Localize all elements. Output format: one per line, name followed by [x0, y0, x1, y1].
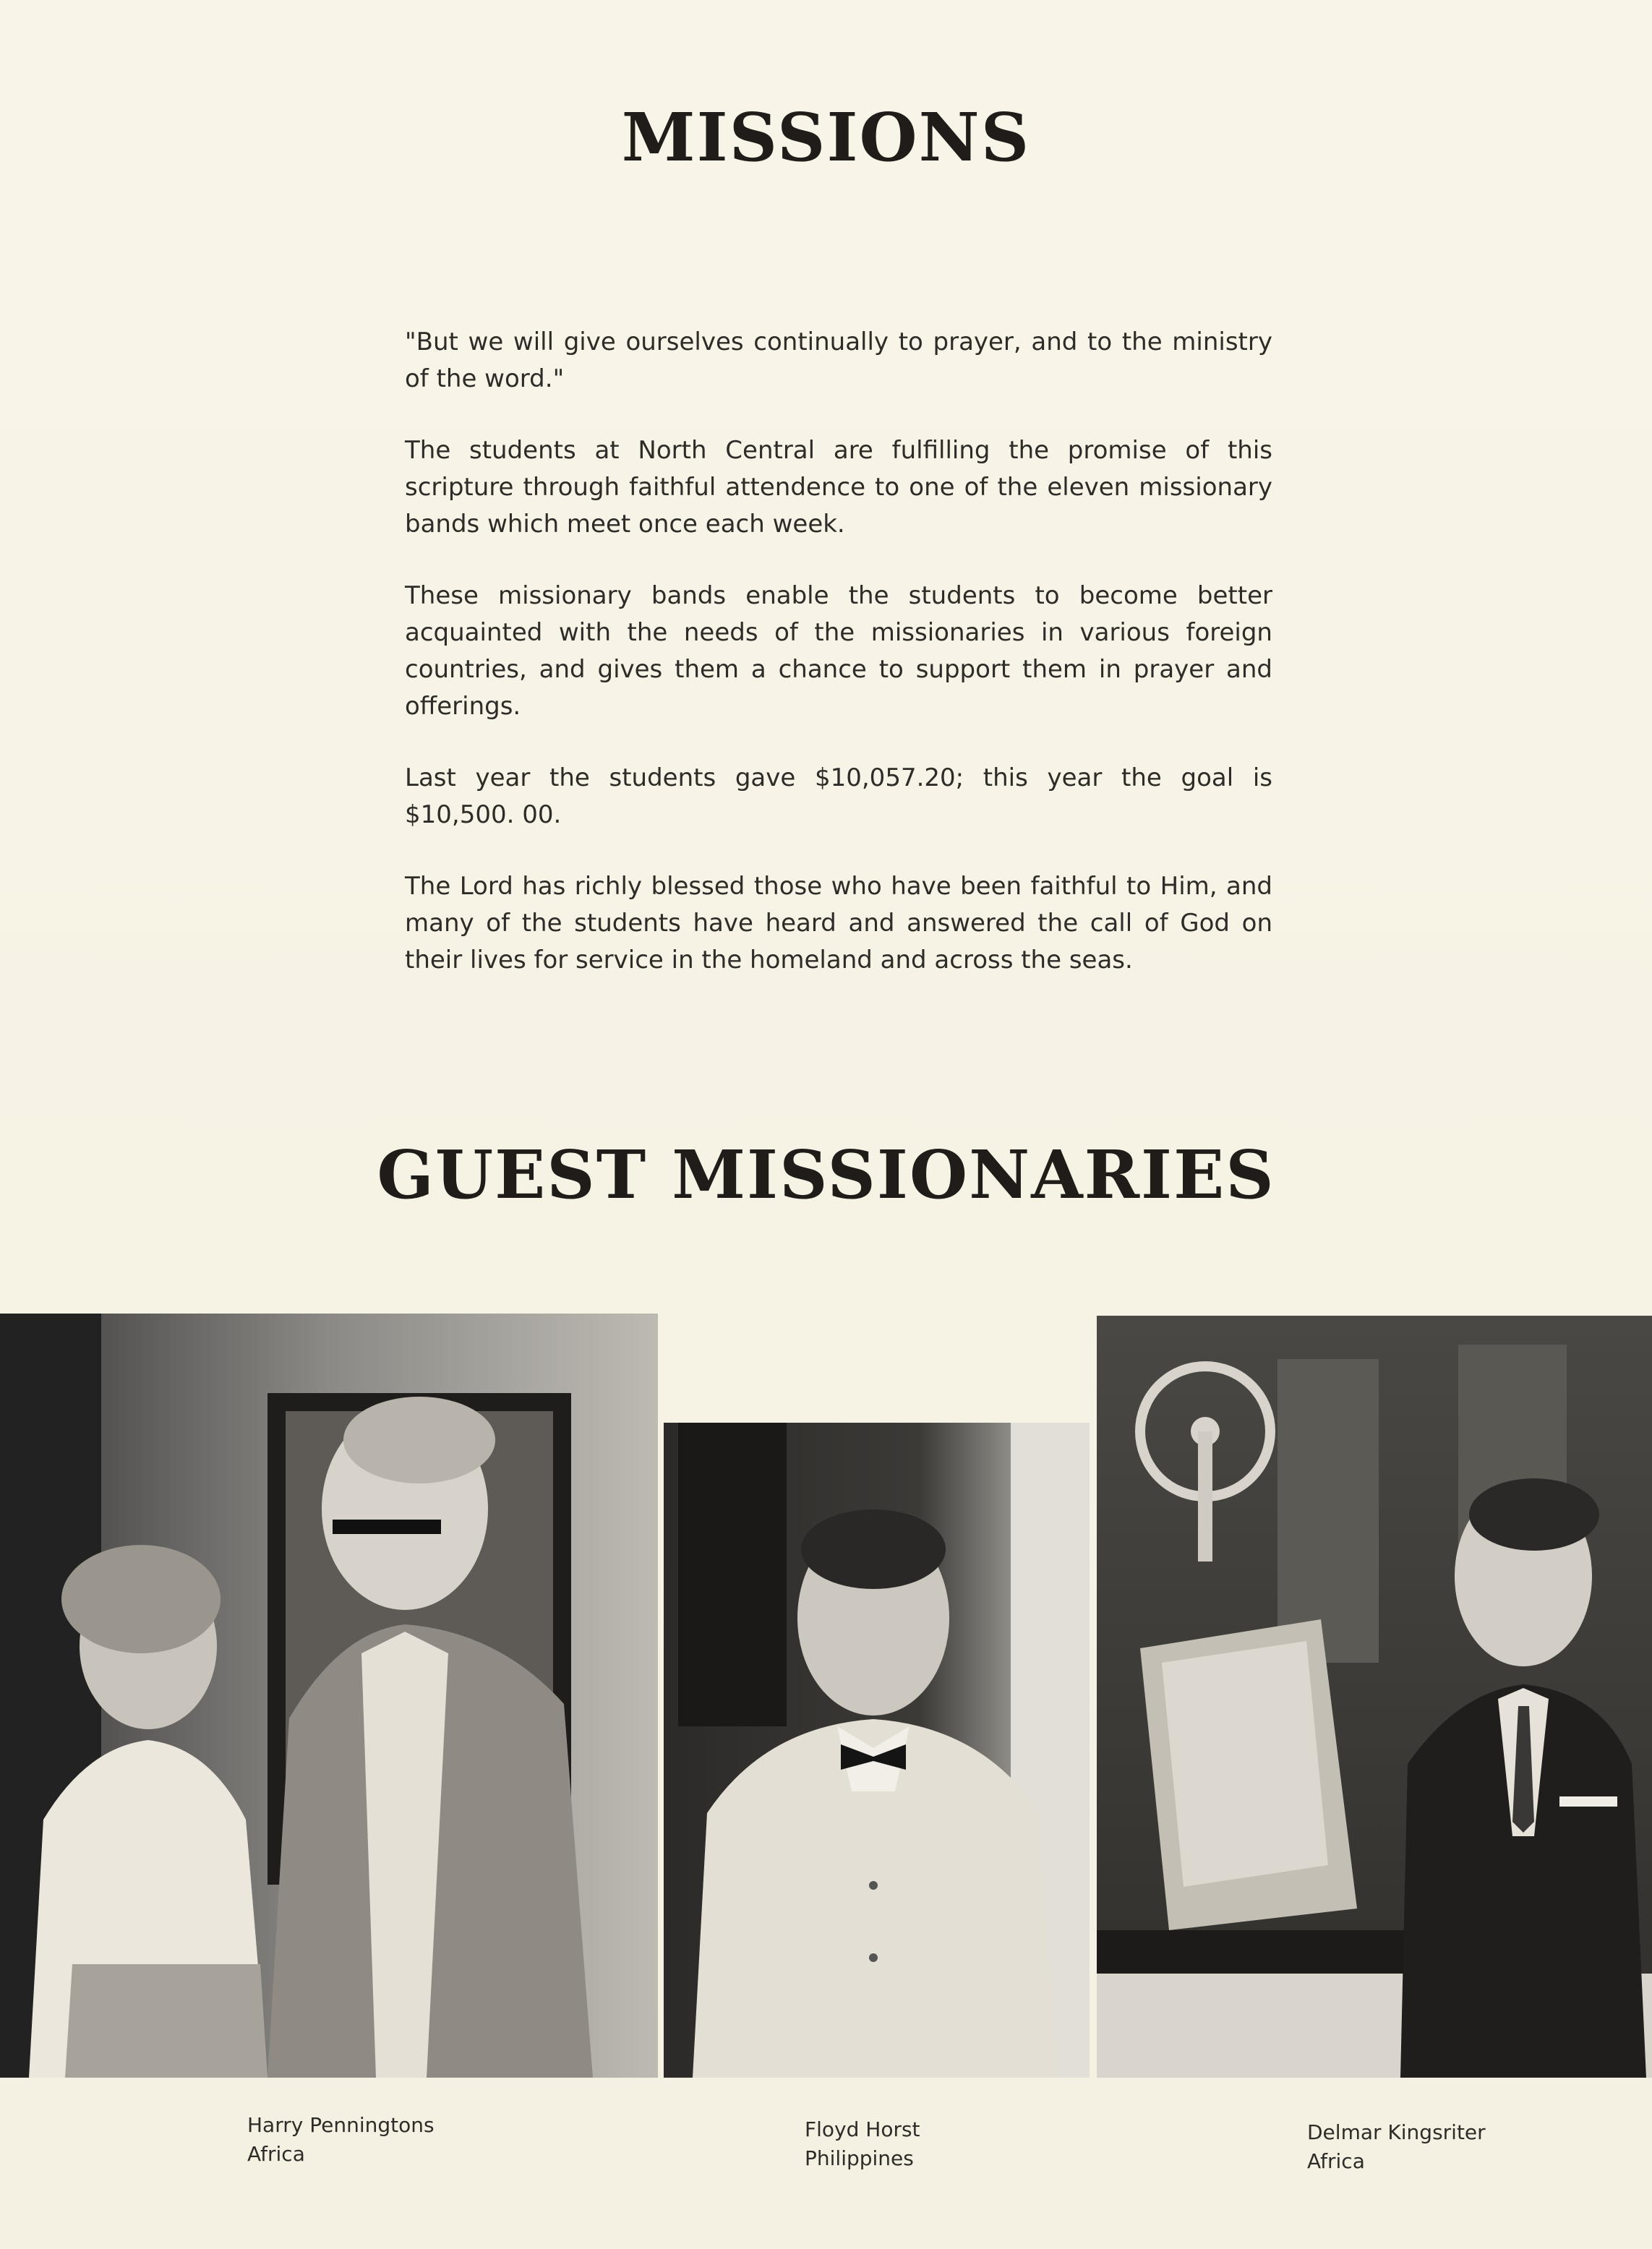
- photo-penningtons-image: [0, 1314, 658, 2078]
- photo-penningtons: [0, 1314, 658, 2078]
- photo-delmar-kingsriter: [1097, 1316, 1652, 2078]
- missions-paragraph: The Lord has richly blessed those who have been faithful to Him, and many of the students have heard and answered the call of God on their lives for service in the homeland and across the seas.: [405, 872, 1272, 974]
- scripture-quote: "But we will give ourselves continually to prayer, and to the ministry of the word.": [405, 327, 1272, 393]
- caption-name: Floyd Horst: [805, 2117, 920, 2141]
- photo-floyd-horst-image: [664, 1423, 1090, 2078]
- caption-penningtons: [247, 2111, 435, 2169]
- missions-paragraph: These missionary bands enable the students to become better acquainted with the needs of the missionaries in various foreign countries, and gives them a chance to support them in prayer and offerings.: [405, 581, 1272, 721]
- caption-floyd-horst: [805, 2115, 920, 2173]
- caption-location: Africa: [1307, 2149, 1365, 2173]
- caption-delmar-kingsriter: [1307, 2118, 1486, 2176]
- photo-floyd-horst: [664, 1423, 1090, 2078]
- caption-name: Harry Penningtons: [247, 2113, 435, 2137]
- photo-delmar-kingsriter-image: [1097, 1316, 1652, 2078]
- caption-name: Delmar Kingsriter: [1307, 2120, 1486, 2144]
- missions-paragraph: Last year the students gave $10,057.20; this year the goal is $10,500. 00.: [405, 763, 1272, 829]
- missions-body: [405, 324, 1272, 1014]
- caption-location: Philippines: [805, 2146, 914, 2170]
- missions-heading: MISSIONS: [621, 98, 1031, 176]
- guest-missionaries-heading: GUEST MISSIONARIES: [377, 1136, 1275, 1214]
- missions-paragraph: The students at North Central are fulfilling the promise of this scripture through faithful attendence to one of the eleven missionary bands which meet once each week.: [405, 436, 1272, 539]
- caption-location: Africa: [247, 2142, 305, 2166]
